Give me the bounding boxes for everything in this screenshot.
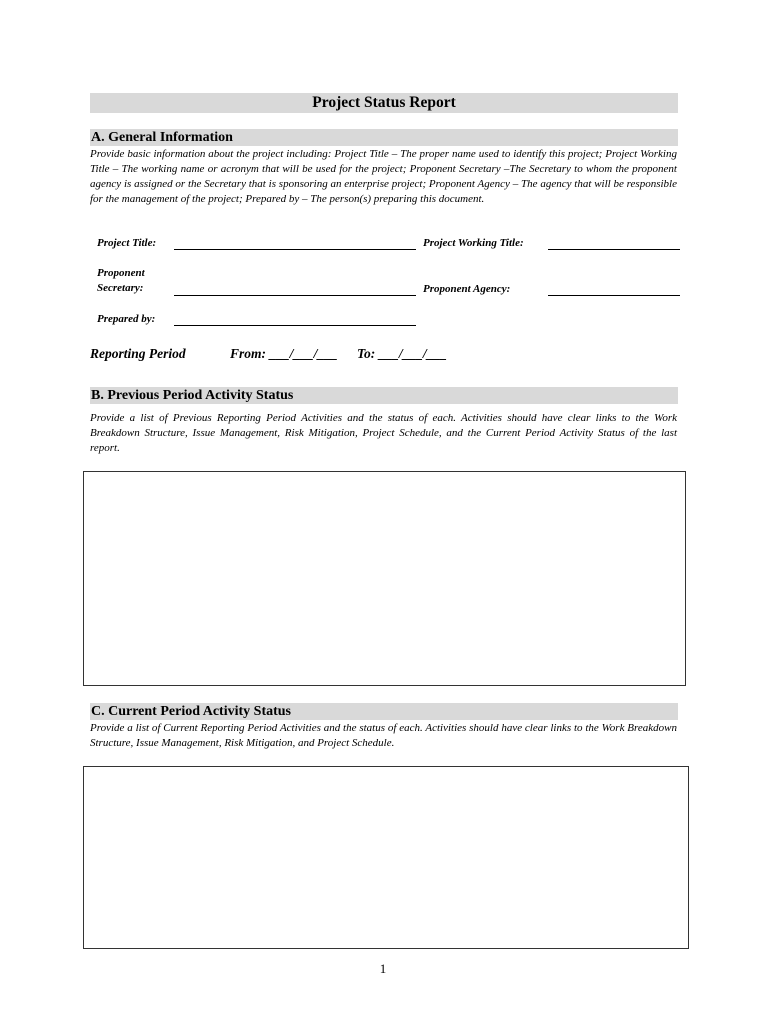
document-title: Project Status Report [90,93,678,113]
proponent-secretary-label-line1: Proponent [97,267,145,279]
project-working-title-label: Project Working Title: [423,237,524,249]
section-c-heading: C. Current Period Activity Status [90,703,678,720]
previous-period-activity-box[interactable] [83,471,686,686]
reporting-period-label: Reporting Period [90,346,186,361]
project-title-label: Project Title: [97,237,157,249]
proponent-agency-label: Proponent Agency: [423,283,511,295]
proponent-agency-field[interactable] [548,295,680,296]
prepared-by-field[interactable] [174,325,416,326]
section-a-heading: A. General Information [90,129,678,146]
section-b-description: Provide a list of Previous Reporting Period Activities and the status of each. Activities should have clear links to the Work Breakdown Structure, Issue Management, Risk Mitigation, Project Schedule, and the Current Period Activity Status of the last report. [90,412,677,454]
project-working-title-field[interactable] [548,249,680,250]
reporting-period-to[interactable]: To: ___/___/___ [357,346,447,361]
reporting-period-from[interactable]: From: ___/___/___ [230,346,338,361]
proponent-secretary-field[interactable] [174,295,416,296]
prepared-by-label: Prepared by: [97,313,156,325]
current-period-activity-box[interactable] [83,766,689,949]
project-title-field[interactable] [174,249,416,250]
section-c-description: Provide a list of Current Reporting Period Activities and the status of each. Activities should have clear links to the Work Breakdown Structure, Issue Management, Risk Mitigation, and Project Schedule. [90,722,677,749]
proponent-secretary-label-line2: Secretary: [97,282,144,294]
section-a-description: Provide basic information about the project including: Project Title – The proper name used to identify this project; Project Working Title – The working name or acronym that will be used for the project; Proponent Secretary –The Secretary to whom the proponent agency is assigned or the Secretary that is sponsoring an enterprise project; Proponent Agency – The agency that will be responsible for the management of the project; Prepared by – The person(s) preparing this document. [90,148,677,205]
page-number: 1 [379,961,387,976]
section-b-heading: B. Previous Period Activity Status [90,387,678,404]
